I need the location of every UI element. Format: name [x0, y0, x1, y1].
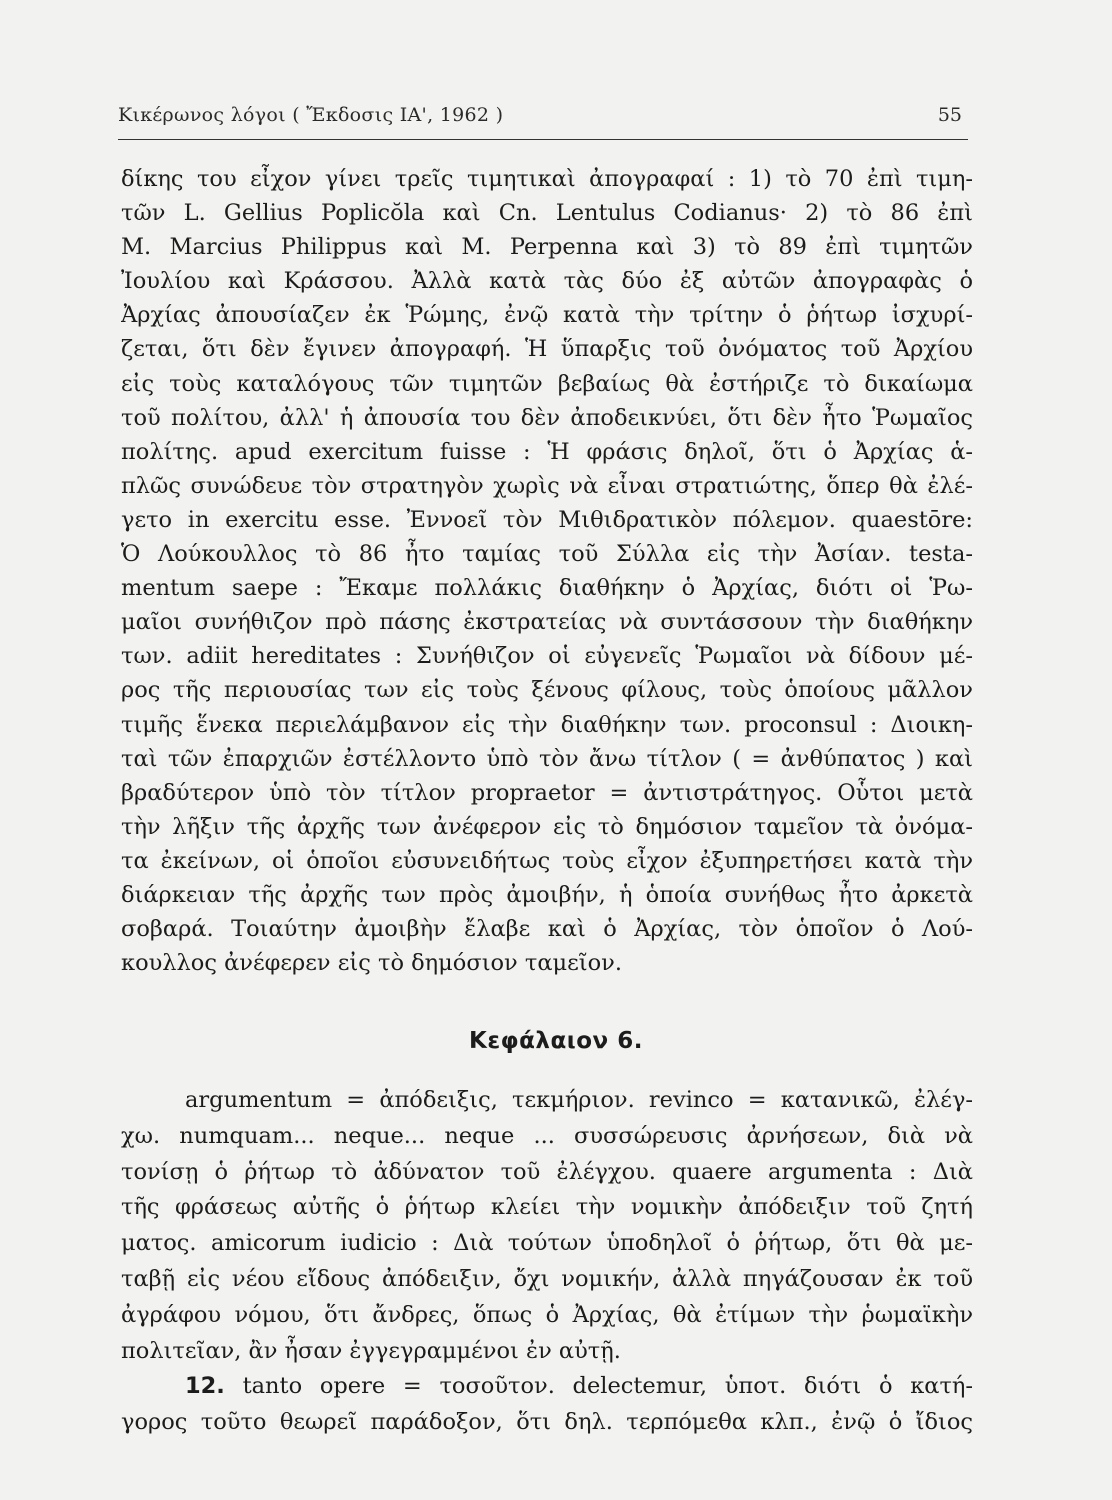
- text-line: τονίσῃ ὁ ῥήτωρ τὸ ἀδύνατον τοῦ ἐλέγχου. quaere argumenta : Διὰ: [121, 1158, 973, 1185]
- text-line: τῆς φράσεως αὐτῆς ὁ ῥήτωρ κλείει τὴν νομικὴν ἀπόδειξιν τοῦ ζητή: [121, 1194, 973, 1221]
- text-line: τοῦ πολίτου, ἀλλ' ἡ ἀπουσία του δὲν ἀποδεικνύει, ὅτι δὲν ἦτο Ῥωμαῖος: [121, 404, 973, 431]
- running-header: [118, 104, 966, 134]
- running-title: Κικέρωνος λόγοι ( Ἔκδοσις ΙΑ', 1962 ): [118, 104, 504, 126]
- text-line: mentum saepe : Ἔκαμε πολλάκις διαθήκην ὁ Ἀρχίας, διότι οἱ Ῥω-: [121, 575, 973, 602]
- text-line: των. adiit hereditates : Συνήθιζον οἱ εὐγενεῖς Ῥωμαῖοι νὰ δίδουν μέ-: [121, 643, 973, 670]
- text-line: κουλλος ἀνέφερεν εἰς τὸ δημόσιον ταμεῖον.: [121, 950, 623, 977]
- text-line: Ἰουλίου καὶ Κράσσου. Ἀλλὰ κατὰ τὰς δύο ἐξ αὐτῶν ἀπογραφὰς ὁ: [121, 268, 973, 295]
- text-line: M. Marcius Philippus καὶ M. Perpenna καὶ 3) τὸ 89 ἐπὶ τιμητῶν: [121, 234, 973, 261]
- text-line: γετο in exercitu esse. Ἐννοεῖ τὸν Μιθιδρατικὸν πόλεμον. quaestōre:: [121, 506, 973, 533]
- text-line: μαῖοι συνήθιζον πρὸ πάσης ἐκστρατείας νὰ συντάσσουν τὴν διαθήκην: [121, 609, 973, 636]
- text-line: ταβῇ εἰς νέου εἴδους ἀπόδειξιν, ὄχι νομικήν, ἀλλὰ πηγάζουσαν ἐκ τοῦ: [121, 1265, 973, 1292]
- text-line: τα ἐκείνων, οἱ ὁποῖοι εὐσυνειδήτως τοὺς εἶχον ἐξυπηρετήσει κατὰ τὴν: [121, 847, 973, 874]
- text-line: Ἀρχίας ἀπουσίαζεν ἐκ Ῥώμης, ἐνῷ κατὰ τὴν τρίτην ὁ ῥήτωρ ἰσχυρί-: [121, 302, 973, 329]
- text-line: πλῶς συνώδευε τὸν στρατηγὸν χωρὶς νὰ εἶναι στρατιώτης, ὅπερ θὰ ἐλέ-: [121, 472, 973, 499]
- text-line: argumentum = ἀπόδειξις, τεκμήριον. revinco = κατανικῶ, ἐλέγ-: [185, 1087, 973, 1113]
- page-number: 55: [937, 104, 962, 126]
- text-line: γορος τοῦτο θεωρεῖ παράδοξον, ὅτι δηλ. τερπόμεθα κλπ., ἐνῷ ὁ ἴδιος: [121, 1409, 973, 1436]
- header-rule: [118, 139, 968, 140]
- text-line: τιμῆς ἕνεκα περιελάμβανον εἰς τὴν διαθήκην των. proconsul : Διοικη-: [121, 711, 973, 738]
- commentary-paragraph: [121, 162, 973, 980]
- section-number: 12.: [185, 1373, 225, 1400]
- text-line: χω. numquam... neque... neque ... συσσώρευσις ἀρνήσεων, διὰ νὰ: [121, 1122, 973, 1149]
- chapter-heading: Κεφάλαιον 6.: [469, 1028, 643, 1054]
- text-line: δίκης του εἶχον γίνει τρεῖς τιμητικαὶ ἀπογραφαί : 1) τὸ 70 ἐπὶ τιμη-: [121, 166, 973, 192]
- text-line: ρος τῆς περιουσίας των εἰς τοὺς ξένους φίλους, τοὺς ὁποίους μᾶλλον: [121, 677, 973, 704]
- text-line: εἰς τοὺς καταλόγους τῶν τιμητῶν βεβαίως θὰ ἐστήριζε τὸ δικαίωμα: [121, 370, 973, 397]
- text-line: Ὁ Λούκουλλος τὸ 86 ἦτο ταμίας τοῦ Σύλλα εἰς τὴν Ἀσίαν. testa-: [121, 541, 973, 568]
- text-line: πολίτης. apud exercitum fuisse : Ἡ φράσις δηλοῖ, ὅτι ὁ Ἀρχίας ἁ-: [121, 438, 973, 465]
- text-line: τὴν λῆξιν τῆς ἀρχῆς των ἀνέφερον εἰς τὸ δημόσιον ταμεῖον τὰ ὀνόμα-: [121, 813, 973, 840]
- text-line: ταὶ τῶν ἐπαρχιῶν ἐστέλλοντο ὑπὸ τὸν ἄνω τίτλον ( = ἀνθύπατος ) καὶ: [121, 745, 973, 772]
- text-line: ζεται, ὅτι δὲν ἔγινεν ἀπογραφή. Ἡ ὕπαρξις τοῦ ὀνόματος τοῦ Ἀρχίου: [121, 336, 973, 363]
- text-line: βραδύτερον ὑπὸ τὸν τίτλον propraetor = ἀντιστράτηγος. Οὗτοι μετὰ: [121, 779, 973, 806]
- text-line: ματος. amicorum iudicio : Διὰ τούτων ὑποδηλοῖ ὁ ῥήτωρ, ὅτι θὰ με-: [121, 1230, 973, 1257]
- text-line: τῶν L. Gellius Poplicŏla καὶ Cn. Lentulus Codianus· 2) τὸ 86 ἐπὶ: [121, 200, 973, 227]
- text-line: σοβαρά. Τοιαύτην ἀμοιβὴν ἔλαβε καὶ ὁ Ἀρχίας, τὸν ὁποῖον ὁ Λού-: [121, 916, 973, 943]
- text-line: διάρκειαν τῆς ἀρχῆς των πρὸς ἀμοιβήν, ἡ ὁποία συνήθως ἦτο ἀρκετὰ: [121, 881, 973, 908]
- section-12-text: tanto opere = τοσοῦτον. delectemur, ὑποτ. διότι ὁ κατή-: [242, 1373, 973, 1400]
- text-line: πολιτεῖαν, ἂν ἦσαν ἐγγεγραμμένοι ἐν αὐτῇ.: [121, 1337, 621, 1364]
- chapter-paragraph: [121, 1083, 973, 1441]
- text-line: ἀγράφου νόμου, ὅτι ἄνδρες, ὅπως ὁ Ἀρχίας, θὰ ἐτίμων τὴν ῥωμαϊκὴν: [121, 1301, 973, 1328]
- section-12-line: [121, 1369, 973, 1405]
